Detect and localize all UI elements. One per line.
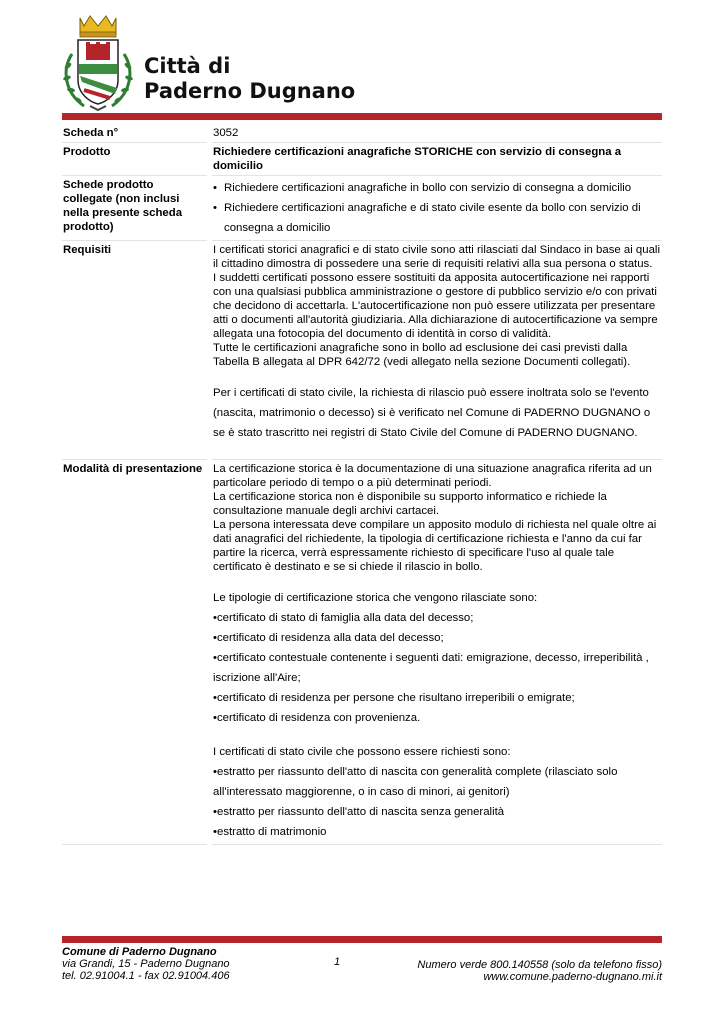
footer-name: Comune di Paderno Dugnano — [62, 946, 217, 958]
table-row — [62, 143, 662, 176]
prodotto-label: Prodotto — [62, 143, 210, 176]
table-row — [62, 176, 662, 241]
footer-address: via Grandi, 15 - Paderno Dugnano — [62, 958, 230, 970]
list-intro: Le tipologie di certificazione storica che vengono rilasciate sono: — [213, 592, 538, 604]
city-title — [144, 54, 355, 104]
table-row — [62, 124, 662, 143]
modalita-label: Modalità di presentazione — [62, 460, 210, 845]
prodotto-value: Richiedere certificazioni anagrafiche STORICHE con servizio di consegna a domicilio — [210, 143, 663, 176]
list-item: •certificato di residenza con provenienza. — [213, 712, 421, 724]
footer-website[interactable]: www.comune.paderno-dugnano.mi.it — [483, 971, 662, 983]
paragraph: La certificazione storica non è disponibile su supporto informatico e richiede la consultazione manuale degli archivi cartacei. — [213, 491, 607, 517]
header-divider — [62, 113, 662, 120]
list-item: •certificato di residenza per persone che risultano irreperibili o emigrate; — [213, 692, 575, 704]
product-sheet-table — [62, 124, 662, 845]
footer-right — [417, 959, 662, 983]
page-header — [60, 14, 360, 114]
footer-contacts — [62, 946, 230, 982]
paragraph: Tutte le certificazioni anagrafiche sono in bollo ad esclusione dei casi previsti dalla Tabella B allegata al DPR 642/72 (vedi allegato nella sezione Documenti collegati). — [213, 342, 631, 368]
scheda-value: 3052 — [210, 124, 663, 143]
list-intro: I certificati di stato civile che possono essere richiesti sono: — [213, 746, 511, 758]
city-title-line2: Paderno Dugnano — [144, 79, 356, 103]
page-number: 1 — [334, 956, 341, 968]
linked-sheets-list — [213, 178, 660, 238]
list-item: •estratto di matrimonio — [213, 826, 327, 838]
scheda-label: Scheda n° — [62, 124, 210, 143]
paragraph: Per i certificati di stato civile, la richiesta di rilascio può essere inoltrata solo se l'evento (nascita, matrimonio o decesso) si è verificato nel Comune di PADERNO DUGNANO o se è stato trascritto nei registri di Stato Civile del Comune di PADERNO DUGNANO. — [213, 387, 651, 439]
footer-phone: tel. 02.91004.1 - fax 02.91004.406 — [62, 970, 230, 982]
footer-green-number: Numero verde 800.140558 (solo da telefono fisso) — [417, 959, 662, 971]
list-item: •estratto per riassunto dell'atto di nascita con generalità complete (rilasciato solo all'interessato maggiorenne, o in caso di minori, ai genitori) — [213, 766, 618, 798]
list-item: •certificato contestuale contenente i seguenti dati: emigrazione, decesso, irreperibilità , iscrizione all'Aire; — [213, 652, 649, 684]
paragraph: I suddetti certificati possono essere sostituiti da apposita autocertificazione nei rapporti con una qualsiasi pubblica amministrazione o gestore di pubblico servizio e/o con privati che decidono di accettarla. L'autocertificazione non può essere utilizzata per presentare atti o documenti all'autorità giudiziaria. Alla dichiarazione di autocertificazione va sempre allegata una fotocopia del documento di identità in corso di validità. — [213, 272, 658, 340]
list-item: •certificato di residenza alla data del decesso; — [213, 632, 444, 644]
collegate-label: Schede prodotto collegate (non inclusi nella presente scheda prodotto) — [62, 176, 210, 241]
table-row — [62, 460, 662, 845]
paragraph: La certificazione storica è la documentazione di una situazione anagrafica riferita ad un particolare periodo di tempo o a più determinati periodi. — [213, 463, 652, 489]
linked-sheet-link[interactable]: • Richiedere certificazioni anagrafiche e di stato civile esente da bollo con servizio di consegna a domicilio — [213, 198, 660, 238]
table-row — [62, 241, 662, 460]
list-item: •estratto per riassunto dell'atto di nascita senza generalità — [213, 806, 505, 818]
list-item: •certificato di stato di famiglia alla data del decesso; — [213, 612, 474, 624]
modalita-value — [210, 460, 663, 845]
paragraph: I certificati storici anagrafici e di stato civile sono atti rilasciati dal Sindaco in base ai quali il cittadino dimostra di possedere una serie di requisiti relativi alla sua persona o status. — [213, 244, 660, 270]
footer-divider — [62, 936, 662, 943]
city-crest-icon — [60, 14, 136, 114]
linked-sheet-link[interactable]: • Richiedere certificazioni anagrafiche in bollo con servizio di consegna a domicilio — [213, 178, 660, 198]
requisiti-value — [210, 241, 663, 460]
requisiti-label: Requisiti — [62, 241, 210, 460]
collegate-value — [210, 176, 663, 241]
paragraph: La persona interessata deve compilare un apposito modulo di richiesta nel quale oltre ai dati anagrafici del richiedente, la tipologia di certificazione richiesta e l'anno da cui far partire la ricerca, verrà espressamente richiesto di specificare l'uso al quale tale certificato è destinato e se si chiede il rilascio in bollo. — [213, 519, 657, 573]
city-title-line1: Città di — [144, 54, 231, 78]
